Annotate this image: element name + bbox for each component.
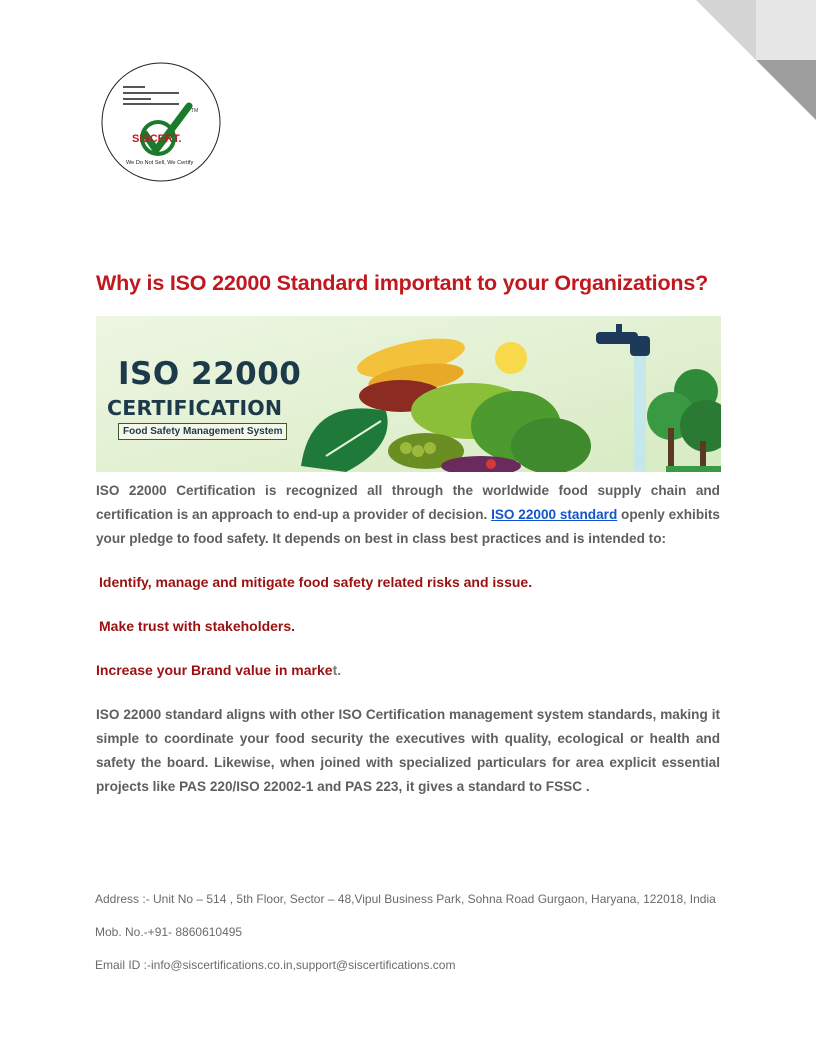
point-identify-risks: Identify, manage and mitigate food safety related risks and issue.	[99, 574, 533, 590]
intro-text-after-link: openly exhibits your pledge to food safety. It depends on best in class best practices and is intended to:	[96, 507, 720, 546]
page-title: Why is ISO 22000 Standard important to your Organizations?	[96, 271, 709, 295]
intro-text-before-link: ISO 22000 Certification is recognized all through the worldwide food supply chain and certification is an approach to end-up a provider of decision.	[96, 483, 720, 522]
logo-tagline: We Do Not Sell, We Certify	[126, 160, 194, 166]
point-brand-value: Increase your Brand value in market.	[96, 662, 342, 678]
banner-subtitle: Food Safety Management System	[118, 423, 287, 440]
logo-tm: TM	[191, 108, 199, 114]
logo-brand: SISCERT.	[132, 133, 182, 145]
footer-mobile: Mob. No.-+91- 8860610495	[95, 925, 243, 939]
footer-email: Email ID :-info@siscertifications.co.in,support@siscertifications.com	[95, 958, 456, 972]
iso-22000-standard-link[interactable]: ISO 22000 standard	[491, 507, 618, 522]
closing-paragraph: ISO 22000 standard aligns with other ISO Certification management system standards, making it simple to coordinate your food security the executives with quality, ecological or health and safety the board. Likewise, when joined with specialized particulars for area explicit essential projects like PAS 220/ISO 22002-1 and PAS 223, it gives a standard to FSSC .	[96, 707, 720, 794]
footer-address: Address :- Unit No – 514 , 5th Floor, Sector – 48,Vipul Business Park, Sohna Road Gurgaon, Haryana, 122018, India	[95, 892, 716, 906]
intro-paragraph	[96, 479, 720, 551]
point-stakeholder-trust: Make trust with stakeholders.	[99, 618, 296, 634]
iso-22000-banner	[96, 316, 721, 472]
company-logo	[101, 62, 221, 182]
page-corner-decoration	[696, 0, 816, 120]
banner-title-line1: ISO 22000	[118, 356, 302, 392]
banner-title-line2: CERTIFICATION	[107, 396, 283, 420]
